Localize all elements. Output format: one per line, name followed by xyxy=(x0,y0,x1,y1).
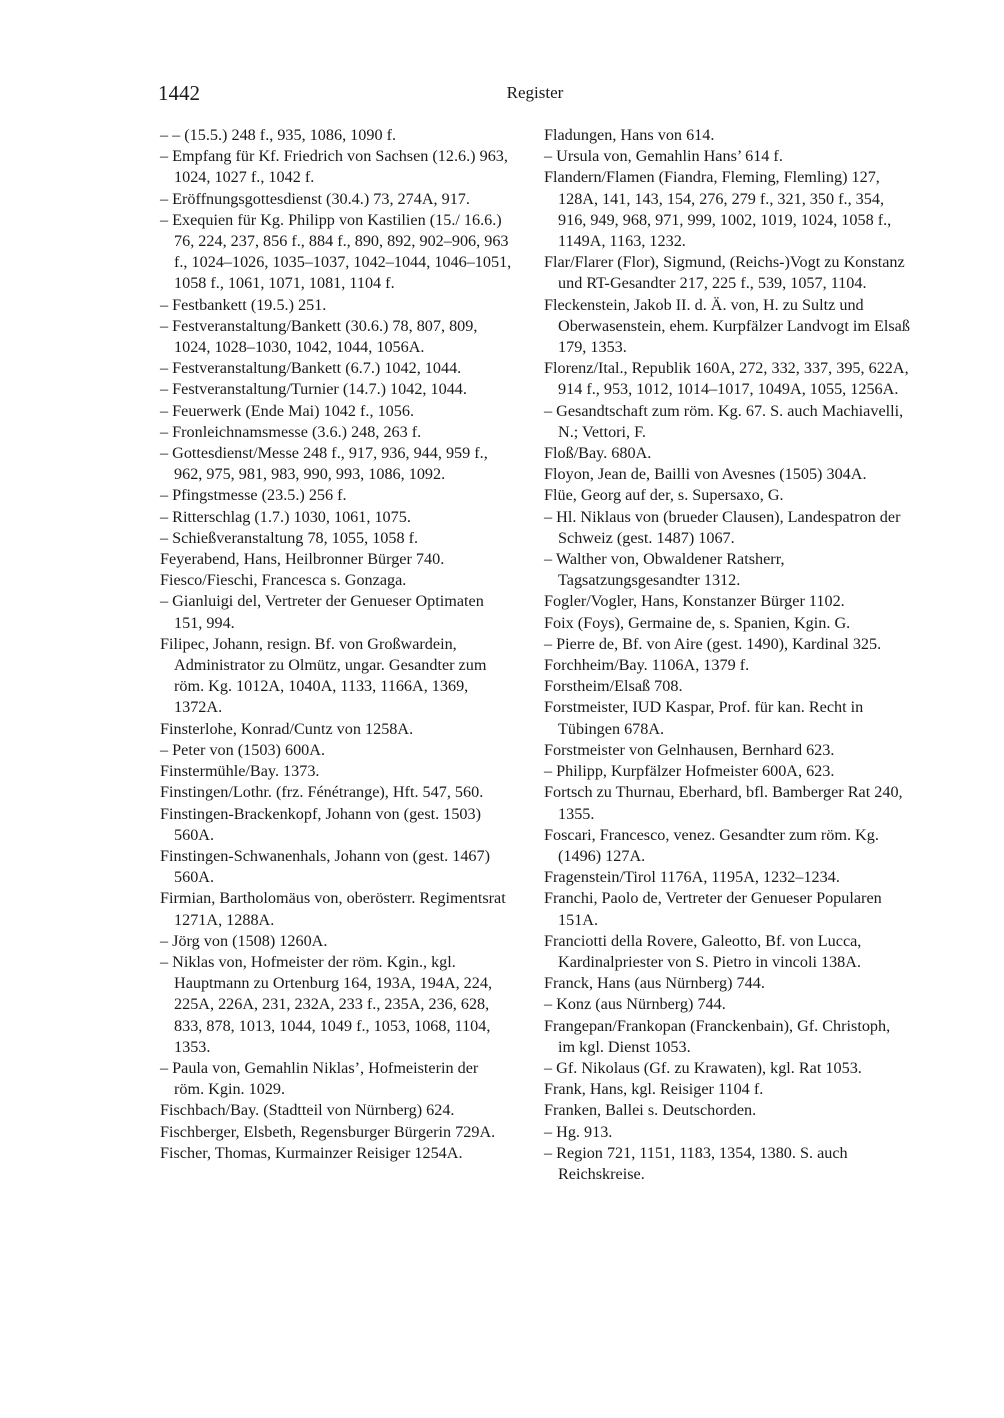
index-entry: Franchi, Paolo de, Vertreter der Genueser Popularen 151A. xyxy=(544,889,882,929)
index-entry: Finsterlohe, Konrad/Cuntz von 1258A. xyxy=(160,719,414,738)
index-entry: – Gesandtschaft zum röm. Kg. 67. S. auch Machiavelli, N.; Vettori, F. xyxy=(544,401,904,441)
index-entry: Franck, Hans (aus Nürnberg) 744. xyxy=(544,974,765,993)
index-entry: Finstingen-Schwanenhals, Johann von (gest. 1467) 560A. xyxy=(160,846,491,887)
index-column-right xyxy=(544,125,910,1185)
index-entry: Flandern/Flamen (Fiandra, Fleming, Flemling) 127, 128A, 141, 143, 154, 276, 279 f., 321, 350 f., 354, 916, 949, 968, 971, 999, 1002, 1019, 1024, 1058 f., 1149A, 1163, 1232. xyxy=(544,168,892,251)
index-entry: Forstmeister von Gelnhausen, Bernhard 623. xyxy=(544,740,835,759)
index-entry: – Hg. 913. xyxy=(544,1122,613,1141)
index-entry: – Gf. Nikolaus (Gf. zu Krawaten), kgl. Rat 1053. xyxy=(544,1058,862,1077)
index-entry: Foscari, Francesco, venez. Gesandter zum röm. Kg. (1496) 127A. xyxy=(544,825,879,865)
index-entry: Finstingen-Brackenkopf, Johann von (gest. 1503) 560A. xyxy=(160,804,481,844)
index-entry: Frank, Hans, kgl. Reisiger 1104 f. xyxy=(544,1080,764,1099)
index-entry: Fogler/Vogler, Hans, Konstanzer Bürger 1102. xyxy=(544,592,845,611)
index-entry: – Festveranstaltung/Turnier (14.7.) 1042, 1044. xyxy=(160,380,467,399)
index-entry: – Fronleichnamsmesse (3.6.) 248, 263 f. xyxy=(160,422,422,441)
index-entry: – Gottesdienst/Messe 248 f., 917, 936, 944, 959 f., 962, 975, 981, 983, 990, 993, 1086, 1092. xyxy=(160,444,488,484)
index-entry: Florenz/Ital., Republik 160A, 272, 332, 337, 395, 622A, 914 f., 953, 1012, 1014–1017, 1049A, 1055, 1256A. xyxy=(544,359,909,399)
index-entry: – Pierre de, Bf. von Aire (gest. 1490), Kardinal 325. xyxy=(544,634,882,653)
index-entry: – Niklas von, Hofmeister der röm. Kgin., kgl. Hauptmann zu Ortenburg 164, 193A, 194A, 224, 225A, 226A, 231, 232A, 233 f., 235A, 236, 628, 833, 878, 1013, 1044, 1049 f., 1053, 1068, 1104, 1353. xyxy=(160,952,493,1056)
index-entry: Fragenstein/Tirol 1176A, 1195A, 1232–1234. xyxy=(544,868,840,887)
index-entry: Forstmeister, IUD Kaspar, Prof. für kan. Recht in Tübingen 678A. xyxy=(544,698,864,738)
index-entry: Floyon, Jean de, Bailli von Avesnes (1505) 304A. xyxy=(544,465,867,484)
index-entry: Fischbach/Bay. (Stadtteil von Nürnberg) 624. xyxy=(160,1101,455,1120)
index-entry: Finstermühle/Bay. 1373. xyxy=(160,762,320,781)
index-entry: – Gianluigi del, Vertreter der Genueser Optimaten 151, 994. xyxy=(160,592,484,632)
index-entry: Flar/Flarer (Flor), Sigmund, (Reichs-)Vogt zu Konstanz und RT-Gesandter 217, 225 f., 539, 1057, 1104. xyxy=(544,253,905,293)
index-entry: Frangepan/Frankopan (Franckenbain), Gf. Christoph, im kgl. Dienst 1053. xyxy=(544,1016,891,1056)
index-entry: – Ritterschlag (1.7.) 1030, 1061, 1075. xyxy=(160,507,411,526)
index-column-left xyxy=(160,125,512,1164)
index-entry: Forchheim/Bay. 1106A, 1379 f. xyxy=(544,656,750,675)
index-entry: – – (15.5.) 248 f., 935, 1086, 1090 f. xyxy=(160,126,397,144)
index-entry: Fischer, Thomas, Kurmainzer Reisiger 1254A. xyxy=(160,1143,463,1162)
index-entry: – Festveranstaltung/Bankett (30.6.) 78, 807, 809, 1024, 1028–1030, 1042, 1044, 1056A. xyxy=(160,316,478,357)
index-entry: – Exequien für Kg. Philipp von Kastilien (15./ 16.6.) 76, 224, 237, 856 f., 884 f., 890, 892, 902–906, 963 f., 1024–1026, 1035–1037, 1042–1044, 1046–1051, 1058 f., 1061, 1071, 1081, 1104 f. xyxy=(160,210,512,293)
index-entry: – Empfang für Kf. Friedrich von Sachsen (12.6.) 963, 1024, 1027 f., 1042 f. xyxy=(160,147,508,187)
index-entry: Fischberger, Elsbeth, Regensburger Bürgerin 729A. xyxy=(160,1122,496,1141)
index-entry: Filipec, Johann, resign. Bf. von Großwardein, Administrator zu Olmütz, ungar. Gesandter zum röm. Kg. 1012A, 1040A, 1133, 1166A, 1369, 1372A. xyxy=(160,634,487,717)
index-entry: Fortsch zu Thurnau, Eberhard, bfl. Bamberger Rat 240, 1355. xyxy=(544,783,903,823)
index-entry: Feyerabend, Hans, Heilbronner Bürger 740. xyxy=(160,550,445,569)
index-entry: – Festveranstaltung/Bankett (6.7.) 1042, 1044. xyxy=(160,359,462,378)
index-entry: Fleckenstein, Jakob II. d. Ä. von, H. zu Sultz und Oberwasenstein, ehem. Kurpfälzer Landvogt im Elsaß 179, 1353. xyxy=(544,295,910,357)
index-entry: – Eröffnungsgottesdienst (30.4.) 73, 274A, 917. xyxy=(160,189,470,208)
index-entry: Forstheim/Elsaß 708. xyxy=(544,677,683,696)
index-entry: – Pfingstmesse (23.5.) 256 f. xyxy=(160,486,347,505)
index-entry: – Ursula von, Gemahlin Hans’ 614 f. xyxy=(544,147,783,166)
index-entry: – Feuerwerk (Ende Mai) 1042 f., 1056. xyxy=(160,401,414,420)
index-entry: Franciotti della Rovere, Galeotto, Bf. von Lucca, Kardinalpriester von S. Pietro in vincoli 138A. xyxy=(544,931,862,971)
index-entry: Floß/Bay. 680A. xyxy=(544,444,652,463)
running-title: Register xyxy=(506,83,564,102)
index-entry: – Festbankett (19.5.) 251. xyxy=(160,295,327,314)
index-entry: – Konz (aus Nürnberg) 744. xyxy=(544,995,726,1014)
index-entry: Finstingen/Lothr. (frz. Fénétrange), Hft. 547, 560. xyxy=(160,783,484,802)
index-entry: Foix (Foys), Germaine de, s. Spanien, Kgin. G. xyxy=(544,613,851,632)
index-entry: – Walther von, Obwaldener Ratsherr, Tagsatzungsgesandter 1312. xyxy=(544,550,785,590)
index-entry: – Region 721, 1151, 1183, 1354, 1380. S. auch Reichskreise. xyxy=(544,1143,848,1183)
index-entry: Franken, Ballei s. Deutschorden. xyxy=(544,1101,757,1120)
index-entry: – Schießveranstaltung 78, 1055, 1058 f. xyxy=(160,528,419,547)
index-entry: – Paula von, Gemahlin Niklas’, Hofmeisterin der röm. Kgin. 1029. xyxy=(160,1058,479,1099)
index-entry: – Philipp, Kurpfälzer Hofmeister 600A, 623. xyxy=(544,762,835,781)
index-entry: Firmian, Bartholomäus von, oberösterr. Regimentsrat 1271A, 1288A. xyxy=(160,889,506,929)
index-entry: – Peter von (1503) 600A. xyxy=(160,740,325,759)
index-entry: Fladungen, Hans von 614. xyxy=(544,126,715,144)
page-number: 1442 xyxy=(158,81,200,105)
index-entry: – Hl. Niklaus von (brueder Clausen), Landespatron der Schweiz (gest. 1487) 1067. xyxy=(544,507,901,547)
index-entry: – Jörg von (1508) 1260A. xyxy=(160,931,328,950)
index-entry: Flüe, Georg auf der, s. Supersaxo, G. xyxy=(544,486,784,505)
index-entry: Fiesco/Fieschi, Francesca s. Gonzaga. xyxy=(160,571,407,590)
